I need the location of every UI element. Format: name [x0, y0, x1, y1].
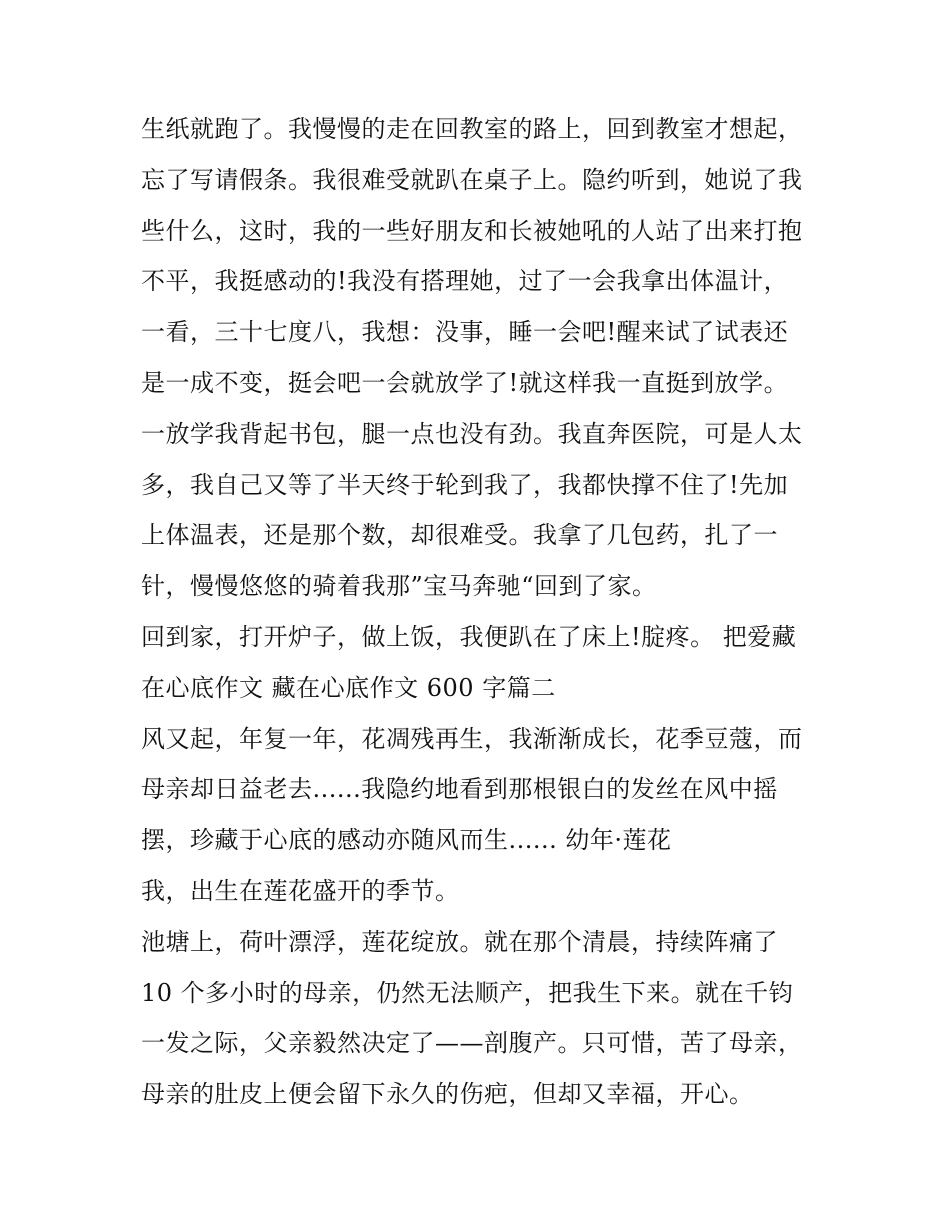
text-line-11: 回到家，打开炉子，做上饭，我便趴在了床上!腚疼。 把爱藏	[141, 622, 797, 651]
text-line-10: 针，慢慢悠悠的骑着我那”宝马奔驰“回到了家。	[141, 572, 657, 601]
text-line-6: 是一成不变，挺会吧一会就放学了!就这样我一直挺到放学。	[141, 368, 789, 397]
text-line-5: 一看，三十七度八，我想：没事，睡一会吧!醒来试了试表还	[141, 318, 789, 347]
text-line-17: 池塘上，荷叶漂浮，莲花绽放。就在那个清晨，持续阵痛了	[141, 927, 778, 956]
text-line-8: 多，我自己又等了半天终于轮到我了，我都快撑不住了!先加	[141, 470, 789, 499]
text-line-19: 一发之际，父亲毅然决定了——剖腹产。只可惜，苦了母亲，	[141, 1029, 803, 1058]
text-line-14: 母亲却日益老去......我隐约地看到那根银白的发丝在风中摇	[141, 775, 778, 804]
text-line-13: 风又起，年复一年，花凋残再生，我渐渐成长，花季豆蔻，而	[141, 724, 803, 753]
text-line-1: 生纸就跑了。我慢慢的走在回教室的路上，回到教室才想起，	[141, 115, 803, 143]
text-line-2: 忘了写请假条。我很难受就趴在桌子上。隐约听到，她说了我	[141, 165, 803, 194]
text-line-20: 母亲的肚皮上便会留下永久的伤疤，但却又幸福，开心。	[141, 1080, 754, 1109]
text-line-15: 摆，珍藏于心底的感动亦随风而生...... 幼年·莲花	[141, 826, 672, 855]
text-line-9: 上体温表，还是那个数，却很难受。我拿了几包药，扎了一	[141, 521, 778, 550]
section-heading: 在心底作文 藏在心底作文 600 字篇二	[141, 673, 556, 702]
text-line-18: 10 个多小时的母亲，仍然无法顺产，把我生下来。就在千钧	[141, 978, 794, 1007]
text-line-7: 一放学我背起书包，腿一点也没有劲。我直奔医院，可是人太	[141, 419, 803, 448]
text-line-16: 我，出生在莲花盛开的季节。	[141, 876, 460, 905]
text-line-3: 些什么，这时，我的一些好朋友和长被她吼的人站了出来打抱	[141, 216, 803, 245]
text-line-4: 不平，我挺感动的!我没有搭理她，过了一会我拿出体温计，	[141, 267, 789, 296]
essay-text-block	[141, 104, 841, 1120]
